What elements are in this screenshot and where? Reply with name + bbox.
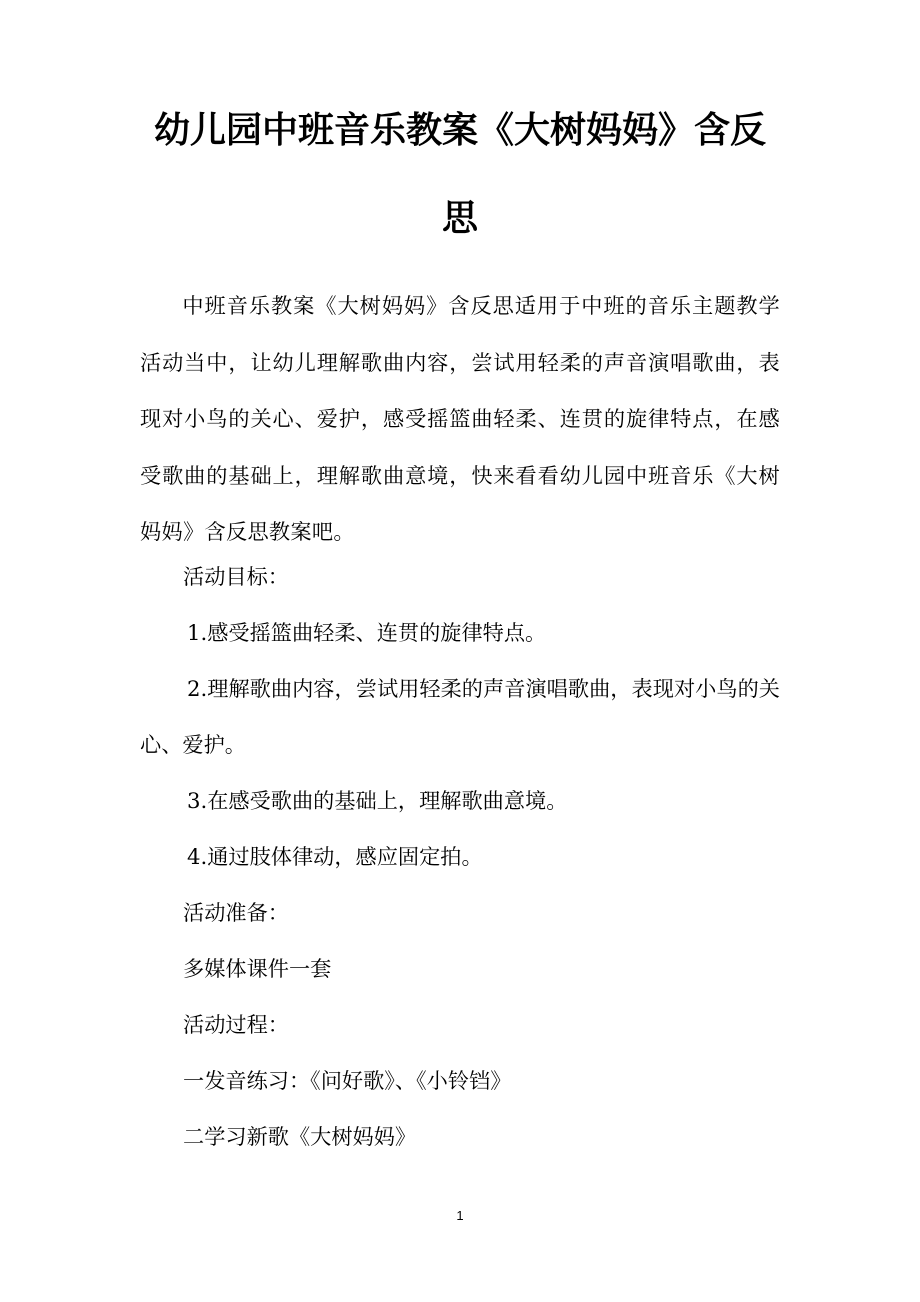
document-title-line-1: 幼儿园中班音乐教案《大树妈妈》含反 <box>153 109 766 151</box>
process-step-1: 一发音练习：《问好歌》、《小铃铛》 <box>183 1068 512 1093</box>
prep-item: 多媒体课件一套 <box>183 956 332 981</box>
process-step-2: 二学习新歌《大树妈妈》 <box>183 1124 417 1149</box>
document-title-line-2: 思 <box>441 197 478 239</box>
goal-item-1: 1.感受摇篮曲轻柔、连贯的旋律特点。 <box>187 620 547 645</box>
prep-heading: 活动准备： <box>183 900 289 925</box>
intro-paragraph: 中班音乐教案《大树妈妈》含反思适用于中班的音乐主题教学活动当中，让幼儿理解歌曲内容，尝试用轻柔的声音演唱歌曲，表现对小鸟的关心、爱护，感受摇篮曲轻柔、连贯的旋律特点，在感受歌曲的基础上，理解歌曲意境，快来看看幼儿园中班音乐《大树妈妈》含反思教案吧。 <box>140 293 780 544</box>
process-heading: 活动过程： <box>183 1012 289 1037</box>
goal-item-2: 2.理解歌曲内容，尝试用轻柔的声音演唱歌曲，表现对小鸟的关心、爱护。 <box>140 676 780 757</box>
page-number: 1 <box>456 1208 464 1223</box>
goals-heading: 活动目标： <box>183 564 289 589</box>
goal-item-4: 4.通过肢体律动，感应固定拍。 <box>187 844 483 869</box>
goal-item-3: 3.在感受歌曲的基础上，理解歌曲意境。 <box>187 788 568 813</box>
